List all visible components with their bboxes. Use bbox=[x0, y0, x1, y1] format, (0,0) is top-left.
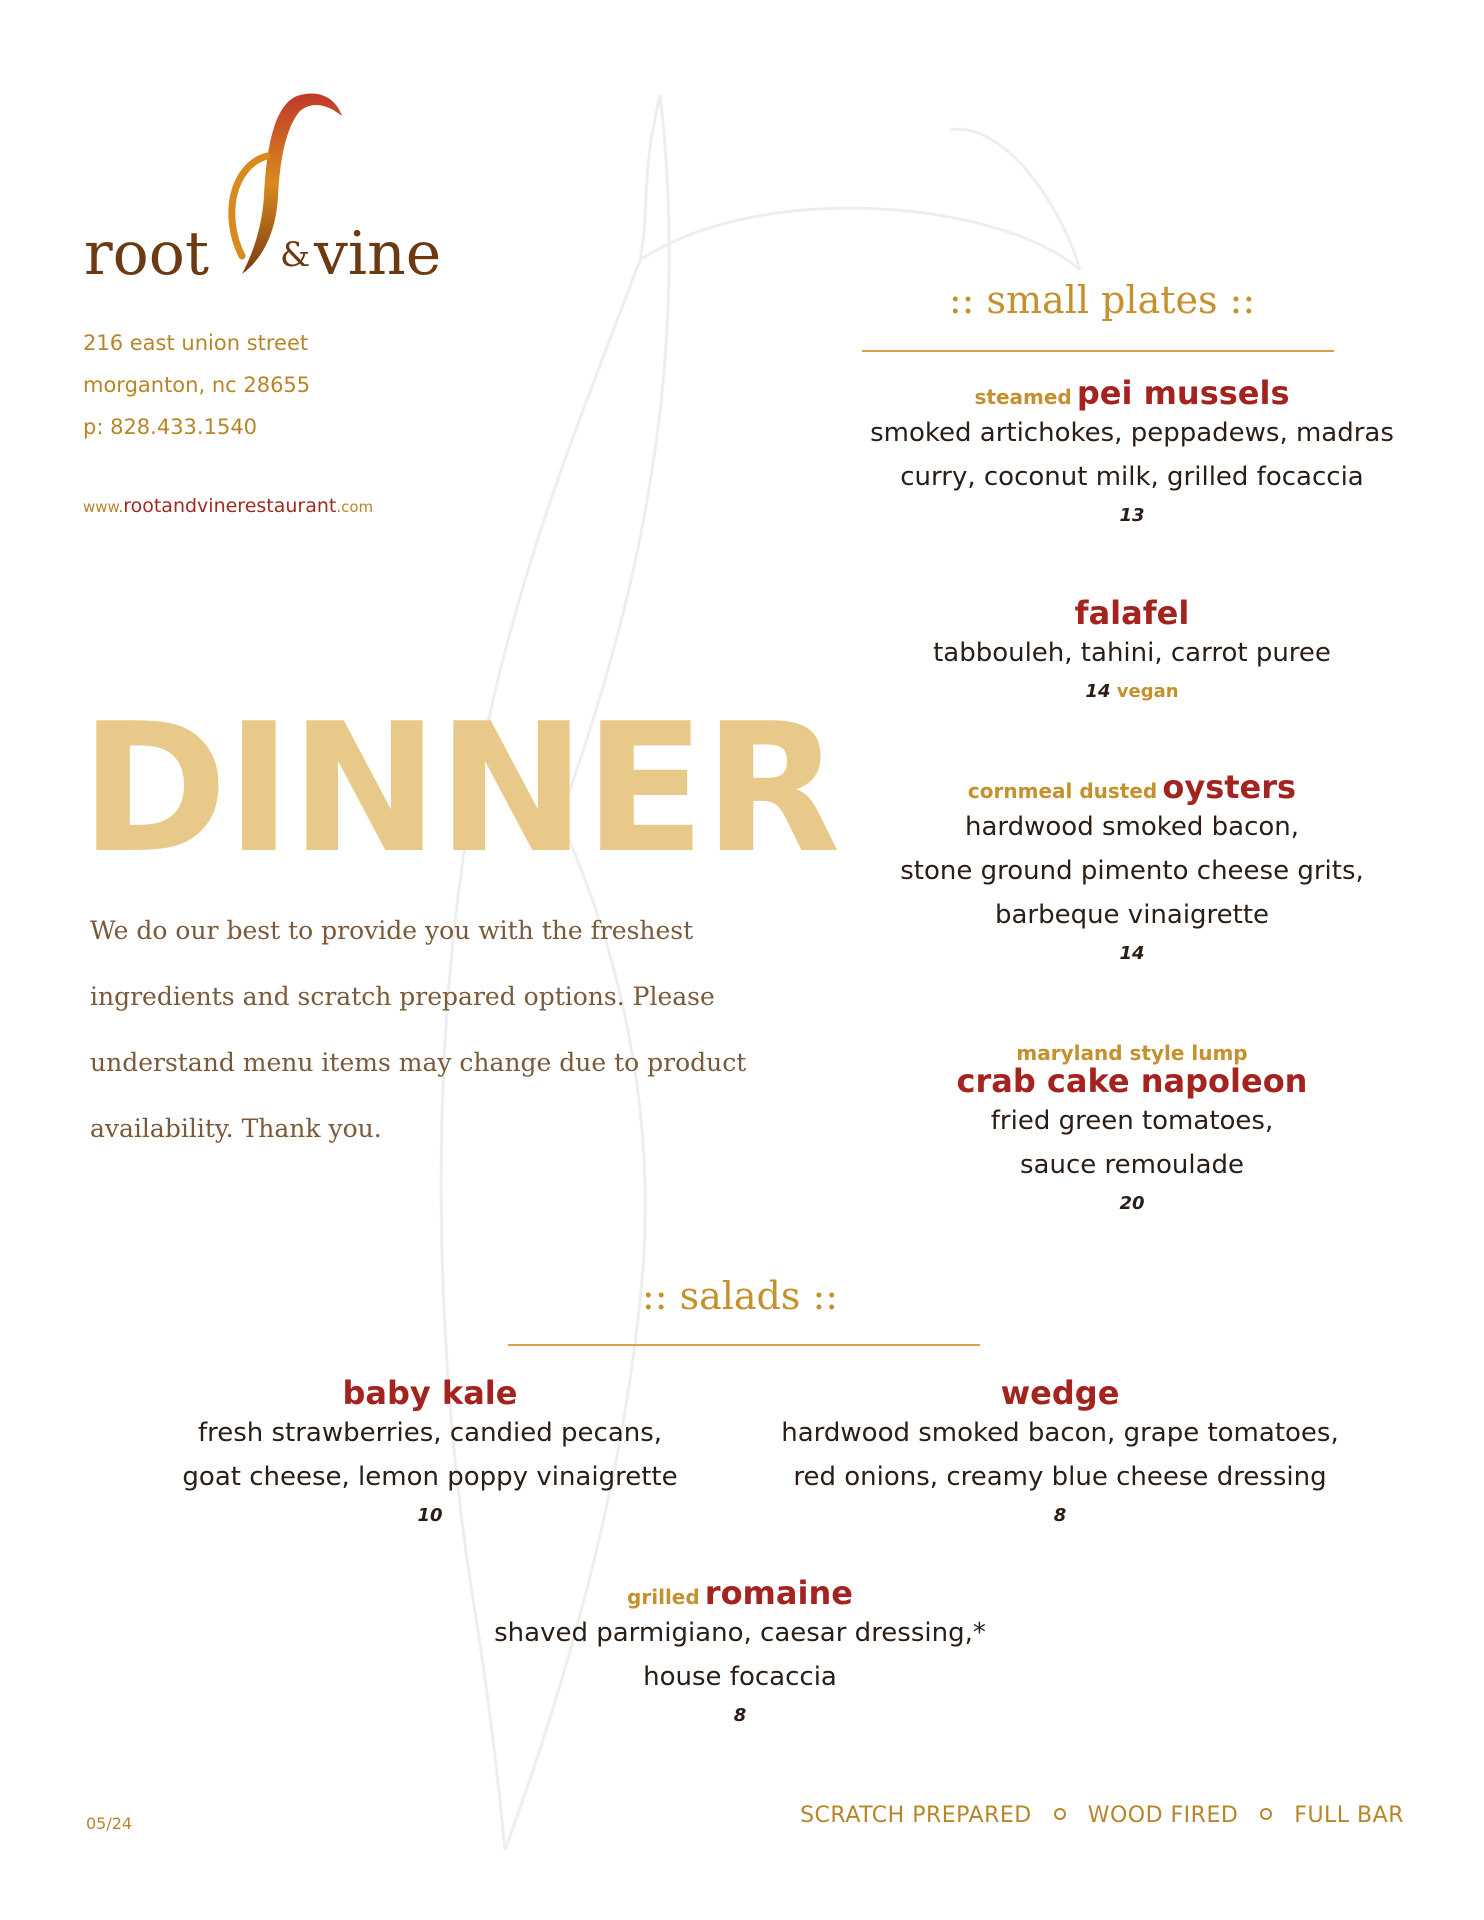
menu-item-oysters bbox=[832, 770, 1432, 964]
item-description: barbeque vinaigrette bbox=[994, 900, 1270, 931]
item-description: red onions, creamy blue cheese dressing bbox=[793, 1462, 1327, 1493]
svg-text:vine: vine bbox=[314, 219, 442, 289]
menu-item-baby-kale bbox=[160, 1376, 700, 1526]
salads-rule bbox=[508, 1344, 980, 1346]
svg-text:root: root bbox=[84, 219, 210, 289]
item-price: 14 bbox=[1119, 943, 1145, 965]
vegan-tag: vegan bbox=[1116, 681, 1179, 703]
small-plates-title: :: small plates :: bbox=[948, 278, 1256, 322]
item-name: wedge bbox=[1000, 1374, 1120, 1412]
item-price: 13 bbox=[1119, 505, 1145, 527]
item-price: 10 bbox=[417, 1505, 443, 1527]
website-domain: rootandvinerestaurant bbox=[123, 495, 337, 517]
item-prefix: cornmeal dusted bbox=[967, 779, 1158, 803]
item-price: 8 bbox=[1053, 1505, 1067, 1527]
menu-item-falafel bbox=[832, 596, 1432, 702]
item-description: shaved parmigiano, caesar dressing,* bbox=[494, 1618, 986, 1649]
item-prefix: grilled bbox=[627, 1585, 700, 1609]
item-description: stone ground pimento cheese grits, bbox=[900, 856, 1364, 887]
item-description: tabbouleh, tahini, carrot puree bbox=[933, 638, 1331, 669]
item-name: crab cake napoleon bbox=[956, 1062, 1308, 1100]
item-price: 20 bbox=[1119, 1193, 1145, 1215]
website-link[interactable] bbox=[83, 495, 373, 517]
website-prefix: www. bbox=[83, 498, 124, 516]
tag-wood-fired: WOOD FIRED bbox=[1087, 1803, 1239, 1828]
item-name: baby kale bbox=[342, 1374, 518, 1412]
dinner-heading: DINNER bbox=[80, 685, 839, 892]
address-city: morganton, nc 28655 bbox=[83, 373, 311, 397]
item-description: hardwood smoked bacon, grape tomatoes, bbox=[781, 1418, 1339, 1449]
contact-block bbox=[83, 322, 310, 448]
item-name: oysters bbox=[1162, 768, 1297, 806]
intro-text: We do our best to provide you with the freshest ingredients and scratch prepared options. Please understand menu items may change due to product availability. Thank you. bbox=[90, 916, 747, 1143]
svg-text:&: & bbox=[280, 235, 311, 275]
tag-full-bar: FULL BAR bbox=[1294, 1803, 1404, 1828]
item-description: house focaccia bbox=[643, 1662, 837, 1693]
menu-date: 05/24 bbox=[86, 1814, 133, 1833]
footer-tags bbox=[800, 1803, 1404, 1828]
phone-number: p: 828.433.1540 bbox=[83, 415, 258, 439]
item-description: hardwood smoked bacon, bbox=[964, 812, 1300, 843]
item-name: falafel bbox=[1074, 594, 1190, 632]
address-street: 216 east union street bbox=[83, 331, 309, 355]
menu-item-romaine bbox=[440, 1576, 1040, 1726]
website-suffix: .com bbox=[336, 498, 374, 516]
item-description: goat cheese, lemon poppy vinaigrette bbox=[182, 1462, 678, 1493]
item-prefix: steamed bbox=[974, 385, 1072, 409]
item-description: smoked artichokes, peppadews, madras bbox=[870, 418, 1394, 449]
item-price: 14 bbox=[1085, 681, 1111, 703]
bullet-icon bbox=[1054, 1808, 1066, 1820]
small-plates-rule bbox=[862, 350, 1334, 352]
bullet-icon bbox=[1260, 1808, 1272, 1820]
item-description: fresh strawberries, candied pecans, bbox=[197, 1418, 663, 1449]
menu-item-wedge bbox=[760, 1376, 1360, 1526]
menu-item-pei-mussels bbox=[832, 376, 1432, 526]
menu-item-crab-cake bbox=[832, 1042, 1432, 1214]
item-name: pei mussels bbox=[1076, 374, 1290, 412]
item-description: fried green tomatoes, bbox=[990, 1106, 1274, 1137]
tag-scratch-prepared: SCRATCH PREPARED bbox=[800, 1803, 1032, 1828]
item-price: 8 bbox=[733, 1705, 747, 1727]
salads-title: :: salads :: bbox=[641, 1274, 839, 1318]
brand-logo bbox=[82, 86, 442, 289]
item-name: romaine bbox=[704, 1574, 853, 1612]
item-description: sauce remoulade bbox=[1020, 1150, 1244, 1181]
item-prefix: maryland style lump bbox=[1016, 1041, 1248, 1065]
item-description: curry, coconut milk, grilled focaccia bbox=[900, 462, 1364, 493]
